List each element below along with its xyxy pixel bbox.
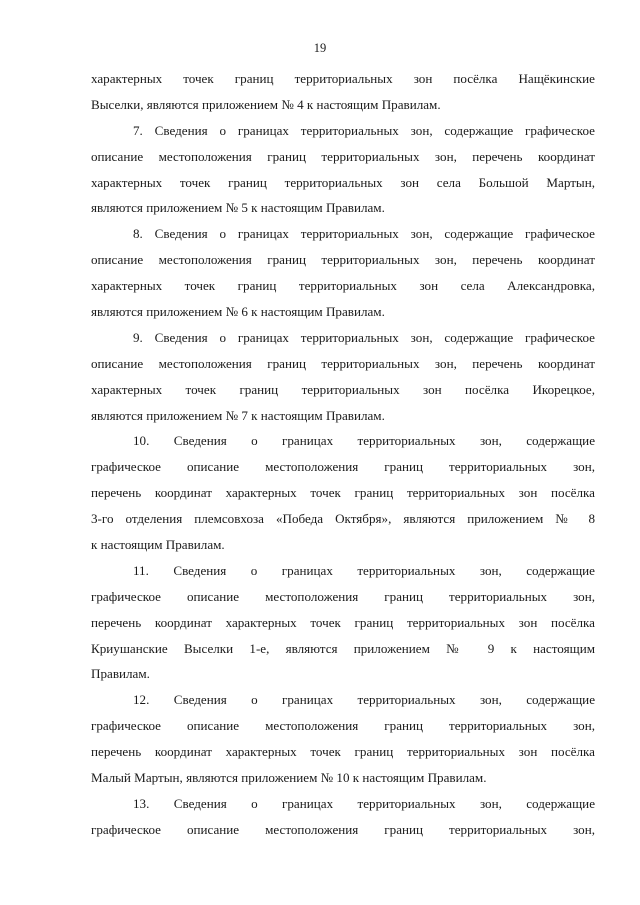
text-line: 9. Сведения о границах территориальных зон, содержащие графическое <box>133 329 595 345</box>
text-line: графическое описание местоположения границ территориальных зон, <box>91 588 595 604</box>
text-line: описание местоположения границ территориальных зон, перечень координат <box>91 148 595 164</box>
text-line: 7. Сведения о границах территориальных зон, содержащие графическое <box>133 122 595 138</box>
text-line: 13. Сведения о границах территориальных зон, содержащие <box>133 795 595 811</box>
text-line: 3-го отделения племсовхоза «Победа Октября», являются приложением № 8 <box>91 511 595 527</box>
text-line: являются приложением № 6 к настоящим Правилам. <box>91 304 385 320</box>
text-line: к настоящим Правилам. <box>91 537 225 553</box>
text-line: 10. Сведения о границах территориальных зон, содержащие <box>133 433 595 449</box>
text-line: графическое описание местоположения границ территориальных зон, <box>91 459 595 475</box>
text-line: Выселки, являются приложением № 4 к настоящим Правилам. <box>91 96 441 112</box>
text-line: 12. Сведения о границах территориальных зон, содержащие <box>133 692 595 708</box>
document-body <box>91 66 595 843</box>
text-line: Малый Мартын, являются приложением № 10 к настоящим Правилам. <box>91 770 487 786</box>
text-line: характерных точек границ территориальных зон посёлка Икорецкое, <box>91 381 595 397</box>
text-line: Криушанские Выселки 1-е, являются приложением № 9 к настоящим <box>91 640 595 656</box>
page-number: 19 <box>313 41 327 55</box>
text-line: характерных точек границ территориальных зон села Большой Мартын, <box>91 174 595 190</box>
text-line: характерных точек границ территориальных зон села Александровка, <box>91 278 595 294</box>
text-line: Правилам. <box>91 666 150 682</box>
text-line: являются приложением № 7 к настоящим Правилам. <box>91 407 385 423</box>
text-line: перечень координат характерных точек границ территориальных зон посёлка <box>91 744 595 760</box>
text-line: являются приложением № 5 к настоящим Правилам. <box>91 200 385 216</box>
text-line: перечень координат характерных точек границ территориальных зон посёлка <box>91 485 595 501</box>
text-line: описание местоположения границ территориальных зон, перечень координат <box>91 355 595 371</box>
text-line: перечень координат характерных точек границ территориальных зон посёлка <box>91 614 595 630</box>
text-line: графическое описание местоположения границ территориальных зон, <box>91 821 595 837</box>
text-line: характерных точек границ территориальных зон посёлка Нащёкинские <box>91 71 595 86</box>
text-line: 11. Сведения о границах территориальных зон, содержащие <box>133 562 595 578</box>
text-line: описание местоположения границ территориальных зон, перечень координат <box>91 252 595 268</box>
text-line: 8. Сведения о границах территориальных зон, содержащие графическое <box>133 226 595 242</box>
text-line: графическое описание местоположения границ территориальных зон, <box>91 718 595 734</box>
